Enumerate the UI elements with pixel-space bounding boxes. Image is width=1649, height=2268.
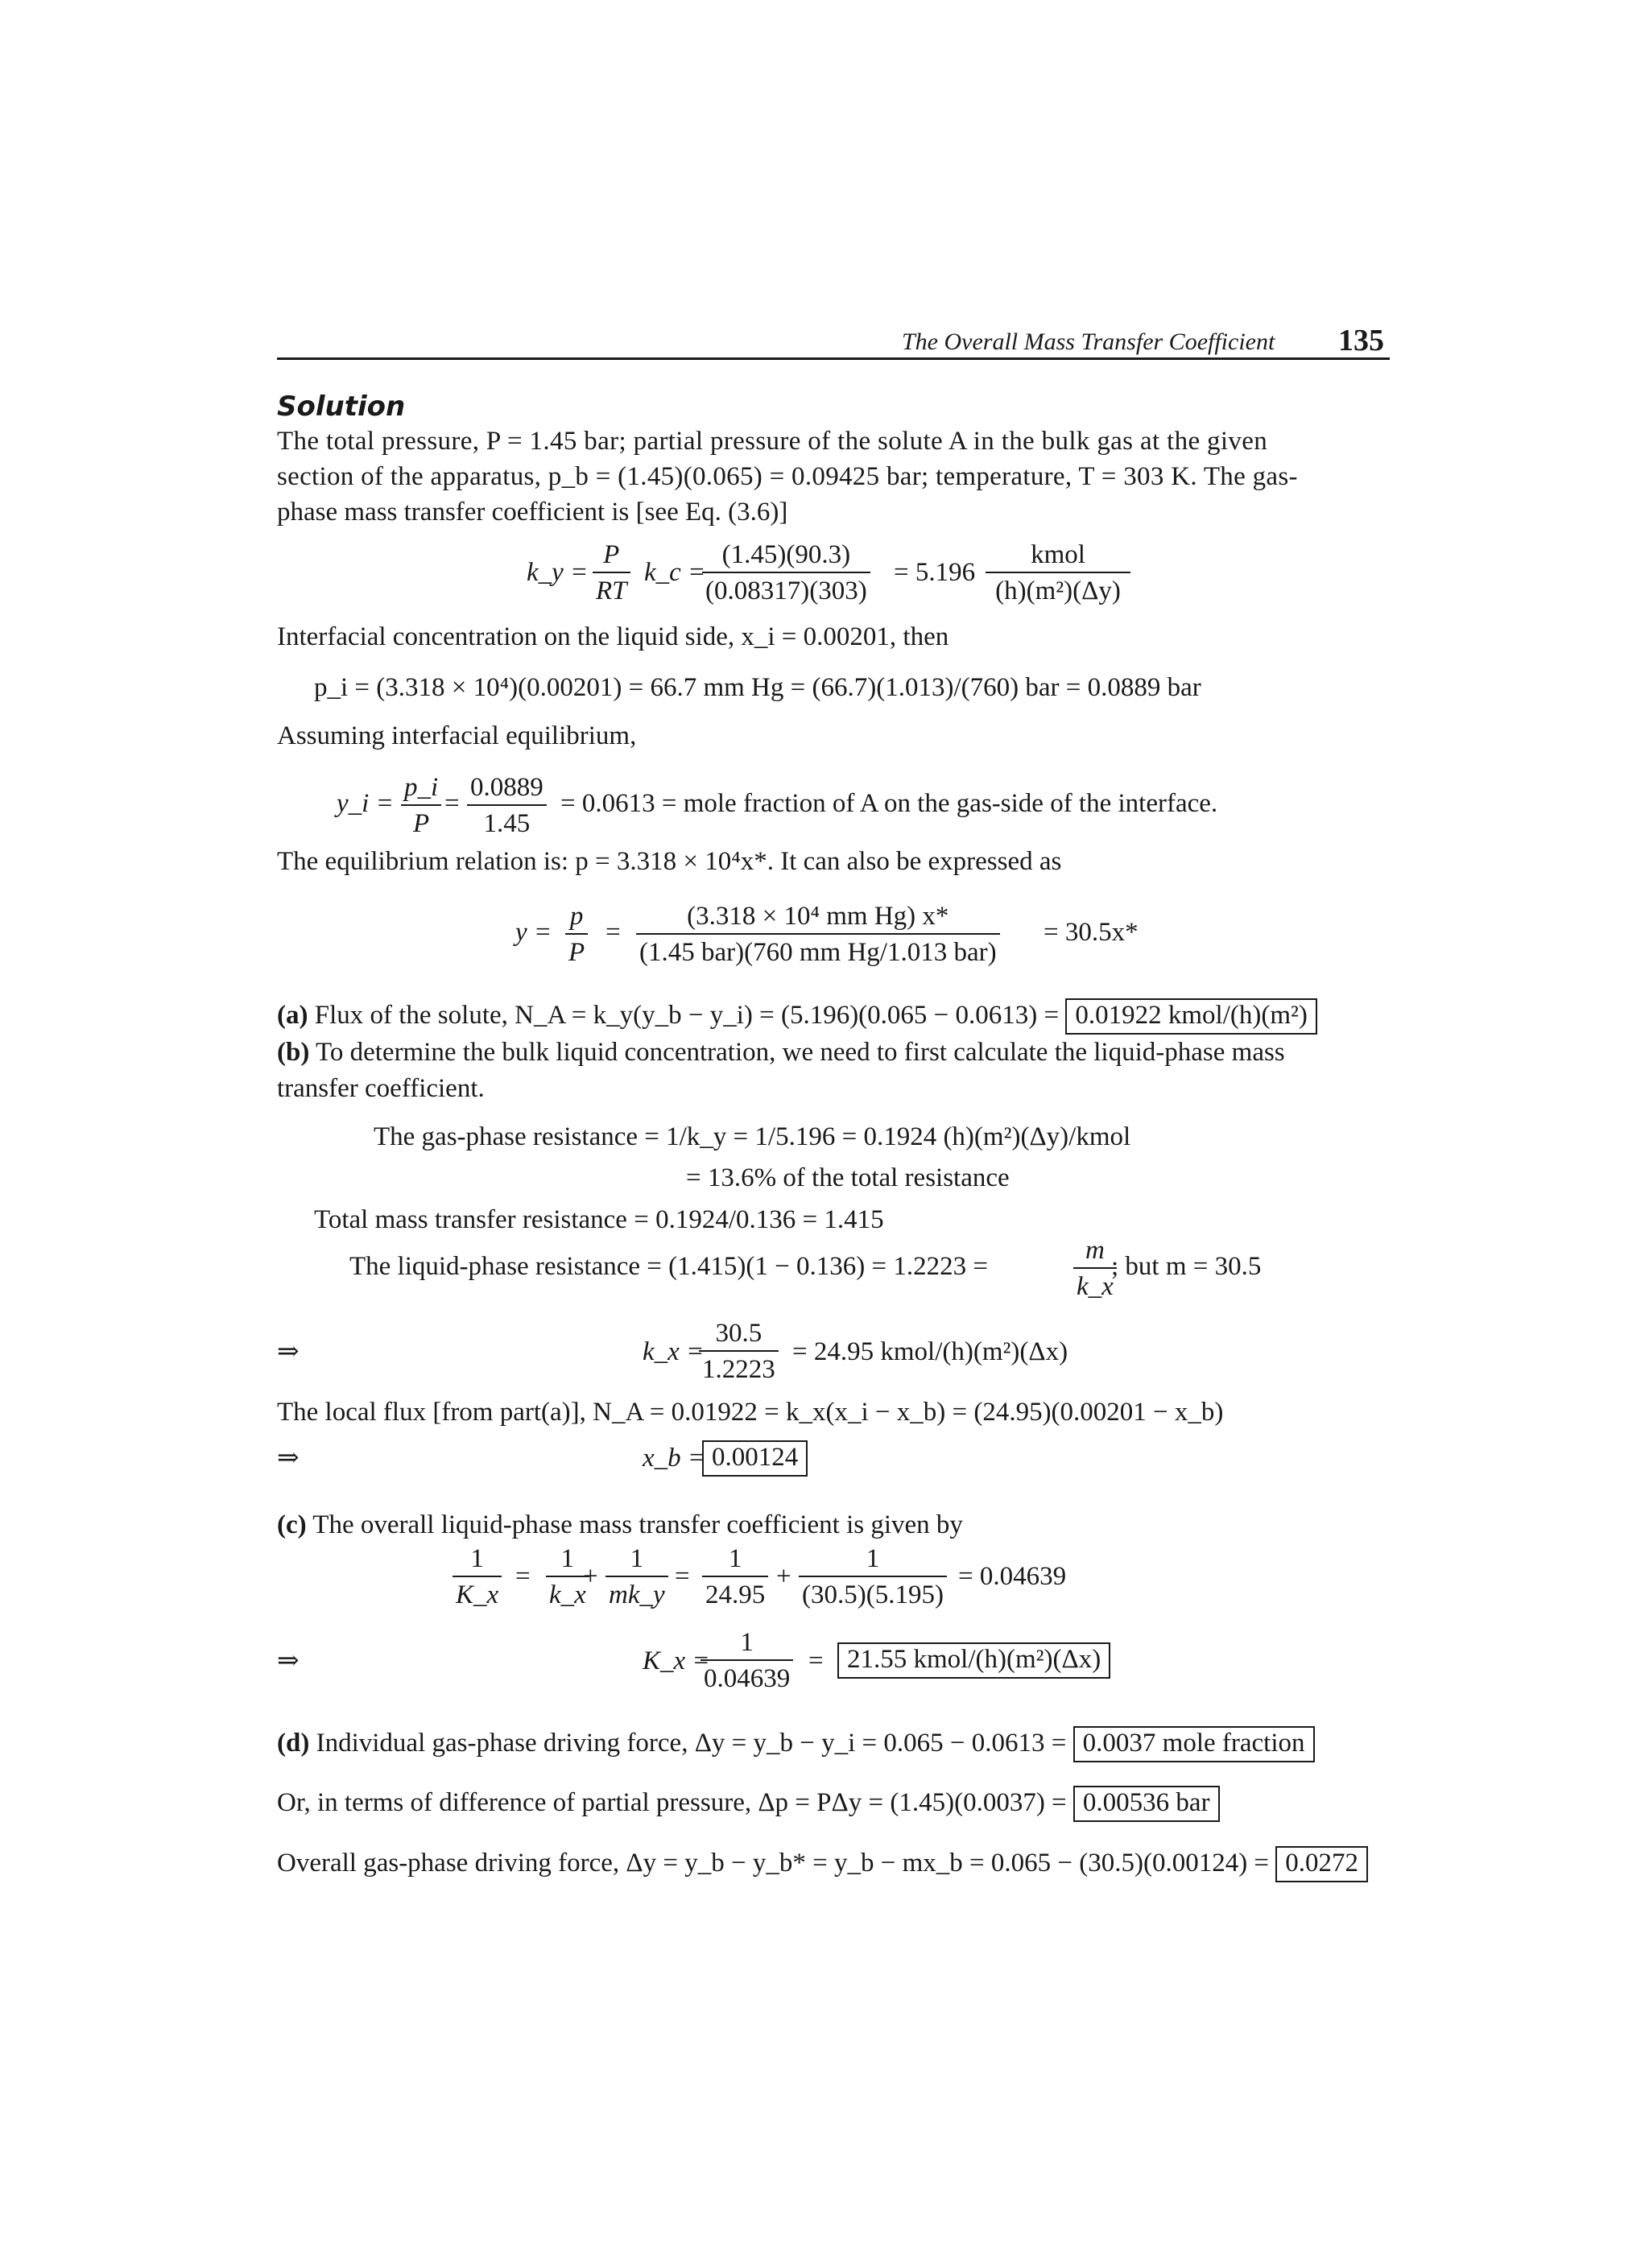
frac-den: 1.45 — [483, 809, 531, 838]
frac-num: 0.0889 — [467, 775, 547, 806]
fraction-m-over-kx — [1073, 1237, 1117, 1300]
kx-rest: = 24.95 kmol/(h)(m²)(Δx) — [792, 1337, 1068, 1366]
Kx-answer-box: 21.55 kmol/(h)(m²)(Δx) — [837, 1642, 1110, 1679]
interfacial-line: Interfacial concentration on the liquid side, x_i = 0.00201, then — [277, 622, 949, 651]
fraction-1-over-Kx — [453, 1546, 502, 1609]
frac-den: 0.04639 — [704, 1664, 791, 1693]
Kx-lhs: K_x = — [643, 1646, 710, 1675]
frac-den: P — [413, 809, 430, 838]
ky-lhs: k_y = — [527, 558, 589, 587]
fraction-P-over-RT — [593, 542, 630, 605]
frac-num: 30.5 — [699, 1320, 779, 1352]
implies-arrow-3: ⇒ — [277, 1646, 300, 1675]
frac-num: (3.318 × 10⁴ mm Hg) x* — [636, 903, 1000, 935]
fraction-yi-values — [467, 775, 547, 837]
part-a-text: Flux of the solute, N_A = k_y(y_b − y_i) = (5.196)(0.065 − 0.0613) = — [314, 1001, 1060, 1030]
fraction-Kx-values — [701, 1630, 793, 1692]
fraction-1-over-30-5-5-195 — [799, 1546, 947, 1609]
part-b-line-2: transfer coefficient. — [277, 1074, 485, 1103]
frac-num: 1 — [453, 1546, 502, 1577]
local-flux-line: The local flux [from part(a)], N_A = 0.01922 = k_x(x_i − x_b) = (24.95)(0.00201 − x_b) — [277, 1398, 1224, 1427]
part-b-text: To determine the bulk liquid concentration, we need to first calculate the liquid-phase mass — [316, 1038, 1285, 1067]
yi-rest: = 0.0613 = mole fraction of A on the gas-side of the interface. — [560, 789, 1218, 818]
Kx-eq: = — [808, 1646, 824, 1675]
fraction-y-values — [636, 903, 1000, 966]
frac-den: k_x — [1077, 1272, 1114, 1301]
xb-lhs: x_b = — [643, 1444, 706, 1473]
frac-den: 1.2223 — [702, 1355, 775, 1384]
pi-line: p_i = (3.318 × 10⁴)(0.00201) = 66.7 mm Hg = (66.7)(1.013)/(760) bar = 0.0889 bar — [314, 673, 1201, 702]
equilibrium-line: The equilibrium relation is: p = 3.318 × 10⁴x*. It can also be expressed as — [277, 847, 1062, 876]
intro-line-3: phase mass transfer coefficient is [see Eq. (3.6)] — [277, 498, 788, 527]
part-a-line — [277, 998, 1317, 1035]
part-c-text: The overall liquid-phase mass transfer coefficient is given by — [312, 1510, 963, 1539]
implies-arrow-2: ⇒ — [277, 1444, 300, 1473]
part-d-line-3 — [277, 1846, 1368, 1882]
y-eq: = — [605, 918, 621, 947]
Kx-answer-line — [837, 1642, 1110, 1679]
fraction-ky-unit — [986, 542, 1130, 605]
part-d-line-1 — [277, 1726, 1315, 1762]
kx-sum-plus-1: + — [583, 1562, 598, 1591]
xb-answer-box: 0.00124 — [702, 1440, 808, 1477]
y-result: = 30.5x* — [1044, 918, 1139, 947]
frac-num: kmol — [986, 542, 1130, 573]
part-d-answer-1-box: 0.0037 mole fraction — [1073, 1726, 1315, 1762]
intro-line-1: The total pressure, P = 1.45 bar; partial pressure of the solute A in the bulk gas at the given — [277, 427, 1268, 456]
frac-den: mk_y — [609, 1580, 665, 1609]
part-b-line-1 — [277, 1039, 1285, 1066]
part-d-text-1: Individual gas-phase driving force, Δy = y_b − y_i = 0.065 − 0.0613 = — [316, 1729, 1067, 1758]
part-c-line — [277, 1512, 963, 1539]
frac-num: p_i — [401, 775, 441, 806]
kx-sum-result: = 0.04639 — [958, 1562, 1067, 1591]
part-b-label: (b) — [277, 1038, 310, 1067]
frac-den: 24.95 — [705, 1580, 766, 1609]
frac-num: m — [1073, 1237, 1117, 1269]
gas-resistance-line: The gas-phase resistance = 1/k_y = 1/5.196 = 0.1924 (h)(m²)(Δy)/kmol — [374, 1122, 1131, 1151]
frac-den: (h)(m²)(Δy) — [995, 576, 1121, 605]
frac-den: k_x — [549, 1580, 586, 1609]
yi-eq: = — [444, 789, 460, 818]
part-c-label: (c) — [277, 1510, 307, 1539]
liquid-resistance-tail: ; but m = 30.5 — [1111, 1252, 1262, 1281]
frac-num: p — [565, 903, 588, 935]
frac-den: K_x — [456, 1580, 499, 1609]
frac-num: 1 — [799, 1546, 947, 1577]
frac-num: (1.45)(90.3) — [702, 542, 870, 573]
header-rule — [277, 357, 1390, 360]
part-d-answer-3-box: 0.0272 — [1275, 1846, 1368, 1882]
y-lhs: y = — [515, 918, 552, 947]
frac-num: P — [593, 542, 630, 573]
yi-lhs: y_i = — [337, 789, 394, 818]
frac-den: P — [568, 938, 585, 967]
kx-sum-eq-1: = — [515, 1562, 531, 1591]
part-d-text-2: Or, in terms of difference of partial pressure, Δp = PΔy = (1.45)(0.0037) = — [277, 1788, 1067, 1817]
kx-lhs: k_x = — [643, 1337, 705, 1366]
frac-den: (30.5)(5.195) — [802, 1580, 944, 1609]
part-d-answer-2-box: 0.00536 bar — [1073, 1786, 1220, 1822]
part-d-line-2 — [277, 1786, 1220, 1822]
kc-term: k_c = — [644, 558, 706, 587]
page-number: 135 — [1338, 324, 1384, 357]
fraction-1-over-24-95 — [702, 1546, 768, 1609]
solution-heading: Solution — [277, 390, 406, 423]
part-a-label: (a) — [277, 1001, 308, 1030]
frac-num: 1 — [546, 1546, 589, 1577]
kx-sum-eq-2: = — [675, 1562, 690, 1591]
frac-den: RT — [596, 576, 627, 605]
frac-num: 1 — [702, 1546, 768, 1577]
fraction-kx-values — [699, 1320, 779, 1383]
liquid-resistance-line: The liquid-phase resistance = (1.415)(1 − 0.136) = 1.2223 = — [349, 1252, 988, 1281]
frac-den: (0.08317)(303) — [705, 576, 867, 605]
kx-sum-plus-2: + — [776, 1562, 791, 1591]
ky-result: = 5.196 — [894, 558, 976, 587]
part-d-text-3: Overall gas-phase driving force, Δy = y_b − y_b* = y_b − mx_b = 0.065 − (30.5)(0.00124) = — [277, 1849, 1270, 1878]
frac-num: 1 — [701, 1630, 793, 1661]
total-resistance-line: Total mass transfer resistance = 0.1924/0.136 = 1.415 — [314, 1205, 884, 1234]
implies-arrow-1: ⇒ — [277, 1337, 300, 1366]
fraction-ky-values — [702, 542, 870, 605]
assuming-line: Assuming interfacial equilibrium, — [277, 721, 637, 750]
fraction-pi-over-P — [401, 775, 441, 837]
xb-answer-line — [702, 1440, 808, 1477]
percent-line: = 13.6% of the total resistance — [686, 1163, 1010, 1192]
running-title: The Overall Mass Transfer Coefficient — [902, 328, 1275, 355]
fraction-p-over-P — [565, 903, 588, 966]
part-a-answer-box: 0.01922 kmol/(h)(m²) — [1065, 998, 1317, 1035]
fraction-1-over-mky — [605, 1546, 668, 1609]
part-d-label: (d) — [277, 1729, 310, 1758]
frac-den: (1.45 bar)(760 mm Hg/1.013 bar) — [639, 938, 997, 967]
intro-line-2: section of the apparatus, p_b = (1.45)(0.065) = 0.09425 bar; temperature, T = 303 K. The gas- — [277, 462, 1298, 491]
frac-num: 1 — [605, 1546, 668, 1577]
